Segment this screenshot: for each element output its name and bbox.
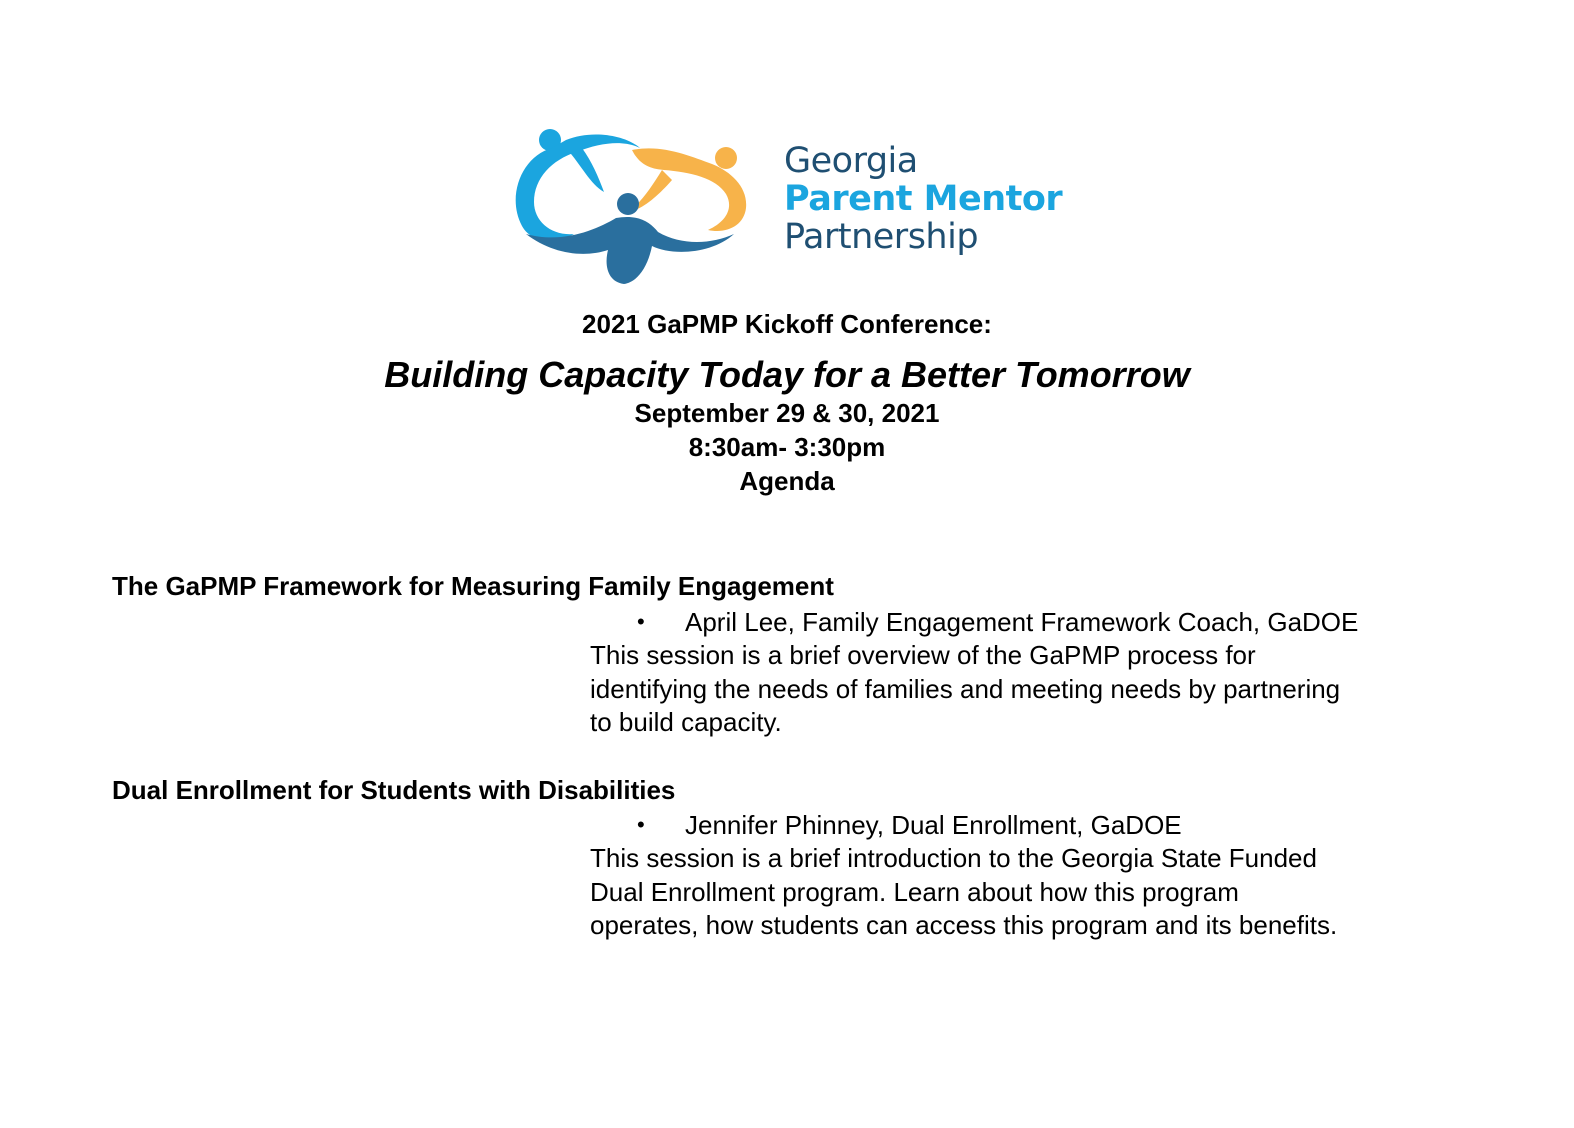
session-description	[590, 842, 1470, 943]
session-title: The GaPMP Framework for Measuring Family Engagement	[112, 571, 834, 601]
agenda-label: Agenda	[739, 466, 835, 496]
presenter-text: April Lee, Family Engagement Framework Coach, GaDOE	[685, 607, 1359, 637]
logo-line-parent-mentor: Parent Mentor	[784, 179, 1063, 219]
conference-time: 8:30am- 3:30pm	[688, 432, 886, 462]
people-circle-logo-icon	[512, 126, 757, 286]
session-description	[590, 639, 1470, 740]
bullet-icon: •	[637, 812, 645, 837]
presenter-text: Jennifer Phinney, Dual Enrollment, GaDOE	[685, 810, 1182, 840]
description-line: This session is a brief overview of the GaPMP process for	[590, 640, 1256, 670]
logo-wordmark	[784, 142, 1062, 256]
logo-line-partnership: Partnership	[784, 217, 979, 257]
conference-dates: September 29 & 30, 2021	[634, 398, 940, 428]
bullet-icon: •	[637, 609, 645, 634]
logo-line-georgia: Georgia	[784, 141, 918, 181]
session-title: Dual Enrollment for Students with Disabilities	[112, 775, 676, 805]
session-presenter	[637, 605, 1358, 639]
description-line: identifying the needs of families and meeting needs by partnering	[590, 673, 1341, 704]
description-line: Dual Enrollment program. Learn about how this program	[590, 876, 1239, 907]
description-line: to build capacity.	[590, 707, 782, 737]
session-presenter	[637, 808, 1182, 842]
conference-title: 2021 GaPMP Kickoff Conference:	[582, 309, 992, 339]
description-line: operates, how students can access this program and its benefits.	[590, 910, 1338, 940]
description-line: This session is a brief introduction to the Georgia State Funded	[590, 843, 1317, 873]
gapmp-logo	[512, 126, 1072, 286]
conference-theme: Building Capacity Today for a Better Tomorrow	[384, 354, 1190, 395]
conference-details	[0, 396, 1574, 498]
